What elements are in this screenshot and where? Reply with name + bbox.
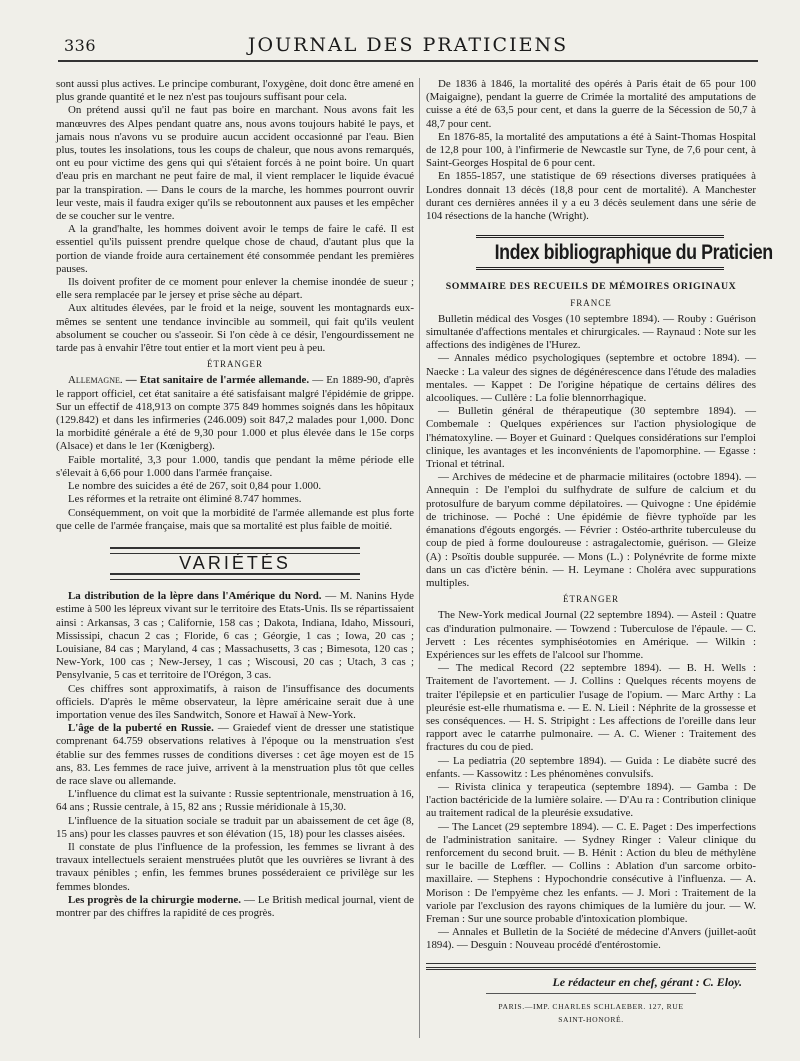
bibliography-entry: Bulletin médical des Vosges (10 septembre 1894). — Rouby : Guérison simultanée d'affections mentales et chirurgicales. — Raynaud : Note sur les affections des indigènes de l'Hurez. [426,312,756,352]
article-title: — Etat sanitaire de l'armée allemande. [125,374,310,387]
paragraph: En 1876-85, la mortalité des amputations a été à Saint-Thomas Hospital de 12,8 pour 100, à l'infirmerie de Newcastle sur Tyne, de 7,6 pour cent, à Saint-Georges Hospital de 6 pour cent. [426,130,756,170]
varietes-section-header [56,547,414,580]
printer-imprint: PARIS.—IMP. CHARLES SCHLAEBER. 127, RUE SAINT-HONORÉ. [486,993,696,1026]
article-text: — Graiedef vient de dresser une statistique comprenant 64.759 observations relatives à l'époque ou la menstruation s'est établie sur des femmes russes de conditions diverses : cet âge moyen est de 15 ans, 83. Les femmes de race juive, arrivent à la menstruation plus tôt que celles de race slave ou allemande. [56,722,414,787]
paragraph: Aux altitudes élevées, par le froid et la neige, souvent les montagnards eux-mêmes se sentent une tendance invincible au sommeil, qui fait qu'ils veulent absolument se coucher ou s'asseoir. Si l'on cède à ce désir, l'engourdissement ne tarde pas à envahir l'être tout entier et la mort vient peu à peu. [56,302,414,355]
page-number: 336 [64,36,97,55]
decorative-rule [110,573,360,580]
bibliography-entry: — La pediatria (20 septembre 1894). — Guida : Le diabète sucré des enfants. — Kassowitz : Les phénomènes convulsifs. [426,754,756,780]
section-heading-etranger: ÉTRANGER [207,359,263,370]
paragraph: Il constate de plus l'influence de la profession, les femmes se livrant à des travaux intellectuels seraient menstruées plutôt que les ouvrières se livrant à des travaux pénibles ; enfin, les femmes brunes posséderaient ce privilège sur les femmes blondes. [56,840,414,893]
journal-title: JOURNAL DES PRATICIENS [247,34,569,56]
bibliography-entry: — Annales médico psychologiques (septembre et octobre 1894). — Naecke : La valeur des signes de dégénérescence dans l'étude des maladies mentales. — Kappet : De l'origine hépatique de certains délires des alcooliques. — Cullère : La folie blennorrhagique. [426,352,756,405]
article-puberte [56,722,414,788]
paragraph: L'influence de la situation sociale se traduit par un abaissement de cet âge (8, 15 ans) pour les classes pauvres et son élévation (15, 18) pour les classes aisées. [56,814,414,840]
section-heading-france: FRANCE [570,297,612,308]
column-divider [419,78,420,1038]
paragraph: Ces chiffres sont approximatifs, à raison de l'insuffisance des documents officiels. D'après le même observateur, la lèpre américaine serait due à une importation venue des îles Sandwitch, Sonore et Hawaï à New-York. [56,682,414,721]
article-text: — M. Nanins Hyde estime à 500 les lépreux vivant sur le territoire des Etats-Unis. Ils se répartissaient ainsi : Arkansas, 3 cas ; Californie, 158 cas ; Dakota, Indiana, Idaho, Missouri, Mississipi, chacun 2 cas ; Floride, 6 cas ; Géorgie, 1 cas ; Iowa, 20 cas ; Louisiane, 84 cas ; Maryland, 4 cas ; Massachusetts, 3 cas ; Bimesota, 120 cas ; New-York, 100 cas ; New-Jersey, 1 cas ; Wiscousi, 20 cas ; Utach, 3 cas ; Pensylvanie, 5 cas et territoire de l'Orégon, 3 cas. [56,590,414,682]
paragraph: A la grand'halte, les hommes doivent avoir le temps de faire le café. Il est essentiel qu'ils puissent prendre quelque chose de chaud, d'autant plus que la portion de viande froide aura certainement été consommée pendant les premières pauses. [56,223,414,275]
paragraph: Ils doivent profiter de ce moment pour enlever la chemise inondée de sueur ; elle sera remplacée par le jersey et prise sèche au départ. [56,276,414,302]
bibliography-entry: — The Lancet (29 septembre 1894). — C. E. Paget : Des imperfections de l'administration sanitaire. — Sydney Ringer : Valeur clinique du renforcement du second bruit. — B. Hénit : Action du bleu de méthylène sur le bacille de Lœffler. — Collins : Ablation d'un sarcome orbito-maxillaire. — Stephens : Hypochondrie consécutive à l'influenza. — A. Morison : De l'empyème chez les enfants. — J. Mori : Traitement de la variole par l'exclusion des rayons chimiques de la lumière du jour. — W. Freman : Sur une source probable d'intoxication plombique. [426,820,756,925]
article-lepre [56,590,414,682]
closing-rule [426,963,756,970]
article-title: La distribution de la lèpre dans l'Amérique du Nord. [68,590,322,603]
bibliography-entry: The New-York medical Journal (22 septembre 1894). — Asteil : Quatre cas d'induration pulmonaire. — Towzend : Tuberculose de l'épaule. — C. Jervett : Les récentes symphiséotomies en Amérique. — Wilkin : Expériences sur les effets de l'alcool sur l'homme. [426,609,756,661]
index-title: Index bibliographique du Praticien [494,241,773,265]
sommaire-heading: SOMMAIRE DES RECUEILS DE MÉMOIRES ORIGINAUX [445,281,737,293]
bibliography-entry: — Bulletin général de thérapeutique (30 septembre 1894). — Combemale : Quelques expériences sur l'action physiologique de l'hématoxyline. — Boyer et Guinard : Quelques considérations sur l'emploi clinique, les avantages et les inconvénients de l'apomorphine. — Egasse : Trional et tétrinal. [426,405,756,471]
paragraph: Faible mortalité, 3,3 pour 1.000, tandis que pendant la même période elle s'élevait à 6,66 pour 1.000 dans l'armée française. [56,453,414,479]
paragraph: Conséquemment, on voit que la morbidité de l'armée allemande est plus forte que celle de l'armée française, mais que sa mortalité est plus faible de moitié. [56,506,414,532]
bibliography-entry: — The medical Record (22 septembre 1894). — B. H. Wells : Traitement de l'avortement. — J. Collins : Quelques récents moyens de traiter l'épilepsie et en particulier l'usage de l'opium. — Marc Arthy : La pleurésie est-elle rhumatisma e. — E. N. Lieil : Néphrite de la grossesse et ses conséquences. — H. S. Stripight : Les affections de l'oreille dans leur rapport avec le catarrhe pulmonaire. — A. C. Wiener : Traitement des fractures du cou de pied. [426,662,756,754]
article-title: L'âge de la puberté en Russie. [68,722,214,735]
article-text: — En 1889-90, d'après le rapport officiel, cet état sanitaire a été satisfaisant malgré l'épidémie de grippe. Sur un effectif de 418,913 on compte 375 849 hommes soignés dans les hôpitaux (129.842) et dans les infirmeries (246.009) soit 847,2 malades pour 1,000. Donc la morbidité générale a été de 9,30 pour 1.000 et plus élevée dans le 15e corps (Alsace) et dans le 1er (Kœnigberg). [56,374,414,453]
left-column [56,78,414,920]
editor-signature: Le rédacteur en chef, gérant : C. Eloy. [552,974,742,989]
section-heading-etranger: ÉTRANGER [563,594,619,605]
article-title: Les progrès de la chirurgie moderne. [68,893,241,906]
varietes-title: VARIÉTÉS [179,552,291,573]
paragraph: Le nombre des suicides a été de 267, soit 0,84 pour 1.000. [68,480,322,493]
paragraph: On prétend aussi qu'il ne faut pas boire en marchant. Nous avons fait les manœuvres des Alpes pendant quatre ans, nous avons toujours habité le pays, et jamais nous n'avons vu se produire aucun accident occasionné par l'eau. Bien plus, toutes les insolations, tous les coups de chaleur, que nous avons remarqués, ont eu pour victime des gens qui qui s'étaient forcés à ne point boire. Un quart d'eau pris en marchant ne peut faire de mal, il vient remplacer le liquide évacué par la transpiration. — Dans le cours de la marche, les hommes pourront ouvrir leur veste, mais il faudra exiger qu'ils se reboutonnent aux pauses et les empêcher de se coucher sur le ventre. [56,104,414,223]
paragraph: L'influence du climat est la suivante : Russie septentrionale, menstruation à 16, 64 ans ; Russie centrale, à 15, 82 ans ; Russie méridionale à 15,30. [56,788,414,814]
paragraph: Les réformes et la retraite ont éliminé 8.747 hommes. [68,493,302,506]
page-header [58,32,758,62]
index-title-box [476,235,773,270]
right-column [426,78,773,1026]
article-text: — Le British medical journal, vient de montrer par des chiffres la rapidité de ces progrès. [56,893,414,919]
bibliography-entry: — Rivista clinica y terapeutica (septembre 1894). — Gamba : De l'action bactéricide de la lumière solaire. — D'Au ra : Contribution clinique au traitement radical de la pleurésie exsudative. [426,780,756,820]
paragraph: En 1855-1857, une statistique de 69 résections diverses pratiquées à Londres donnait 13 décès (18,8 pour cent de mortalité). A Manchester durant ces dernières années il y a eu 3 décès seulement dans une série de 104 résections de la hanche (Wright). [426,170,756,223]
bibliography-entry: — Annales et Bulletin de la Société de médecine d'Anvers (juillet-août 1894). — Desguin : Nouveau procédé d'entérostomie. [426,926,756,952]
article-allemagne [56,374,414,453]
paragraph: sont aussi plus actives. Le principe comburant, l'oxygène, doit donc être amené en plus grande quantité et le nez n'est pas toujours suffisant pour cela. [56,78,414,104]
paragraph: De 1836 à 1846, la mortalité des opérés à Paris était de 65 pour 100 (Maigaigne), pendant la guerre de Crimée la mortalité des amputations de cuisse a été de 63,5 pour cent, et dans la guerre de la Sécession de 50,7 à 48,7 pour cent. [426,78,756,130]
country-label: Allemagne. [68,374,123,387]
article-progres [56,894,414,920]
bibliography-entry: — Archives de médecine et de pharmacie militaires (octobre 1894). — Annequin : De l'emploi du sulfhydrate de sulfure de calcium et du protosulfure de baryum comme dépilatoires. — Quivogne : Une épidémie de trichinose. — Poché : Une épidémie de fièvre typhoïde par les émanations d'égouts engorgés. — Février : Ostéo-arthrite tuberculeuse du coup de pied à forme douloureuse : astragalectomie, guérison. — Gleize (A) : Psoïtis double suppurée. — Mons (L.) : Polynévrite de forme mixte dans un cas d'ictère bénin. — H. Leymane : Choléra avec suppurations multiples. [426,471,756,589]
